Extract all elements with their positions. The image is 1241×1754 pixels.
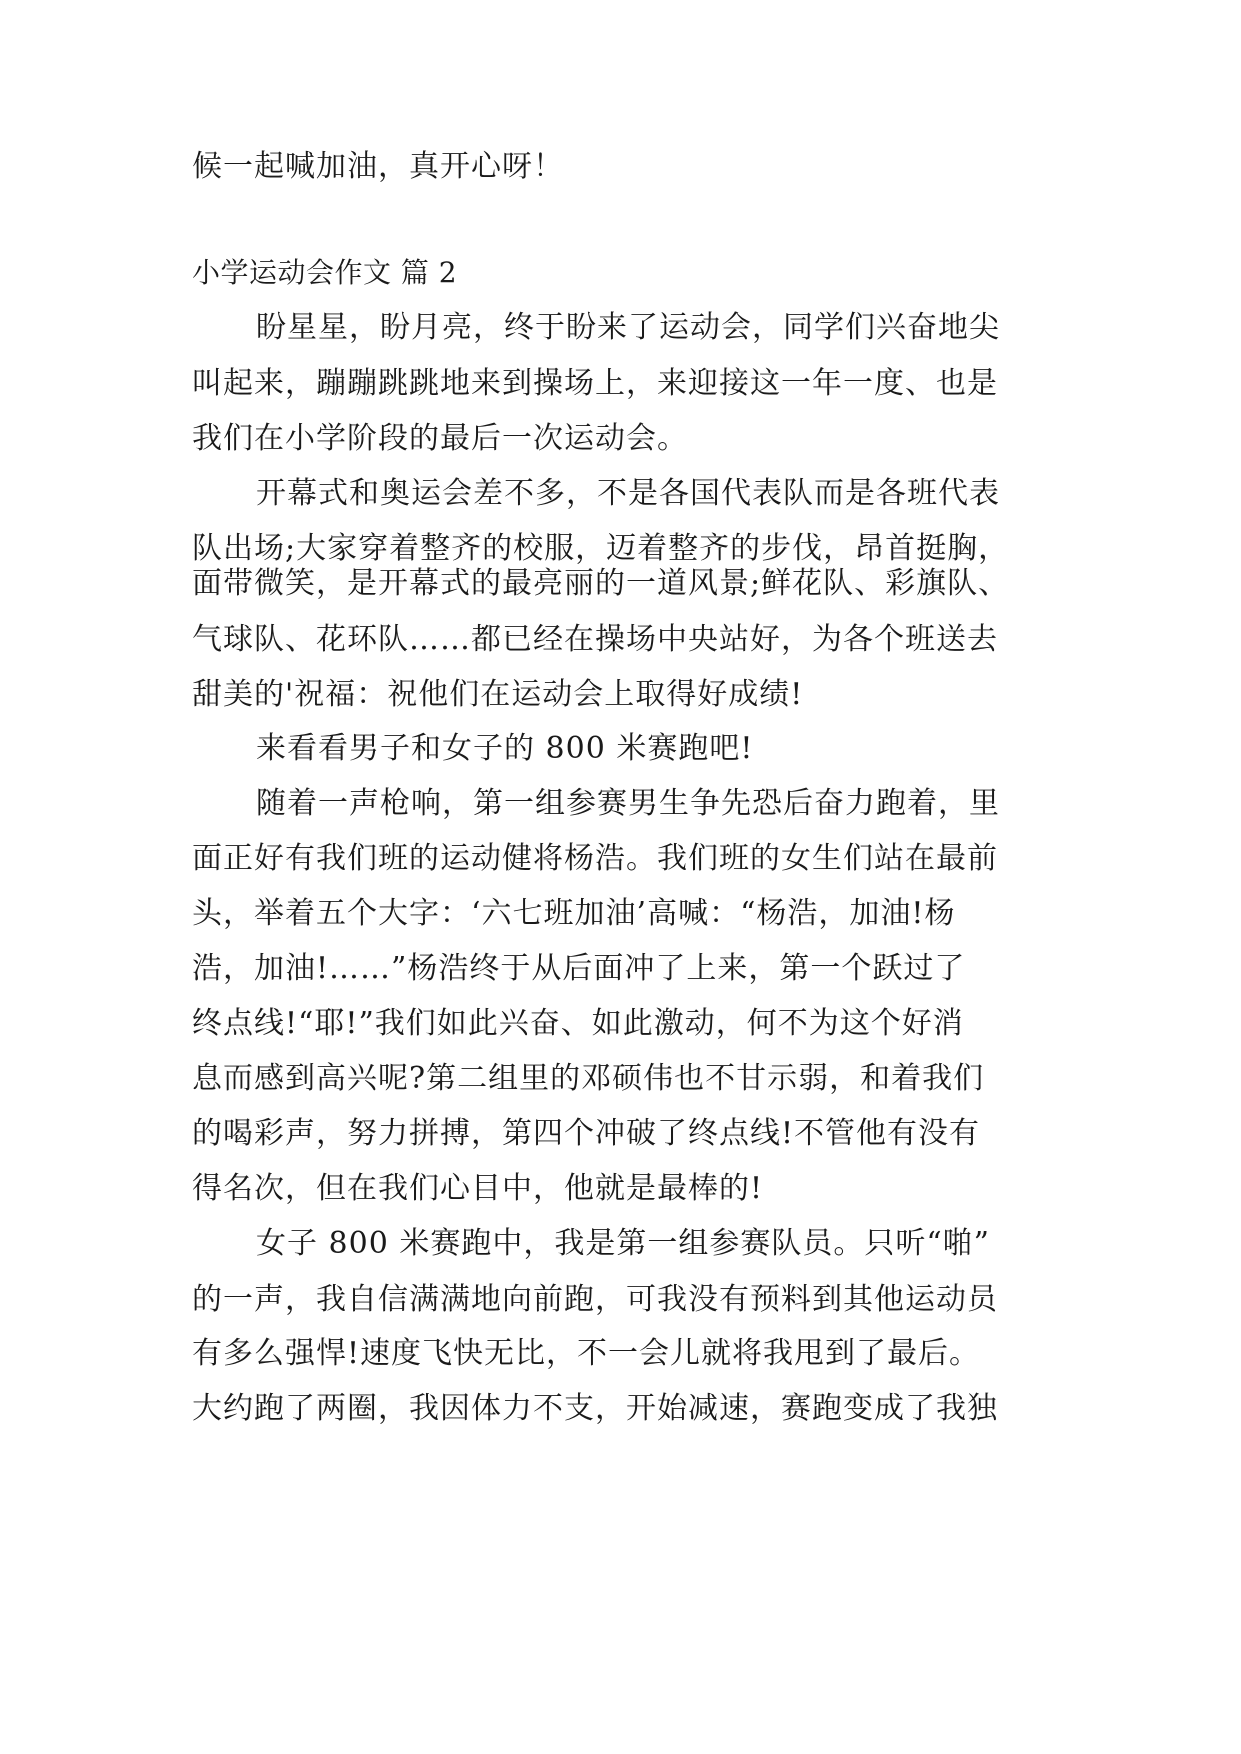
- paragraph-1-line-2: 叫起来，蹦蹦跳跳地来到操场上，来迎接这一年一度、也是: [192, 366, 998, 401]
- paragraph-4-line-5: 终点线!“耶!”我们如此兴奋、如此激动，何不为这个好消: [192, 1006, 964, 1041]
- paragraph-2-line-3: 面带微笑，是开幕式的最亮丽的一道风景;鲜花队、彩旗队、: [192, 566, 1010, 601]
- paragraph-4-line-2: 面正好有我们班的运动健将杨浩。我们班的女生们站在最前: [192, 841, 998, 876]
- paragraph-4-line-3: 头，举着五个大字：‘六七班加油’高喊：“杨浩，加油!杨: [192, 896, 956, 931]
- paragraph-4-line-6: 息而感到高兴呢?第二组里的邓硕伟也不甘示弱，和着我们: [192, 1061, 985, 1096]
- paragraph-3-line-1: 来看看男子和女子的 800 米赛跑吧!: [256, 731, 754, 766]
- paragraph-5-line-2: 的一声，我自信满满地向前跑，可我没有预料到其他运动员: [192, 1282, 998, 1317]
- paragraph-5-line-3: 有多么强悍!速度飞快无比，不一会儿就将我甩到了最后。: [192, 1336, 981, 1371]
- section-title: 小学运动会作文 篇 2: [192, 256, 458, 289]
- paragraph-1-line-1: 盼星星，盼月亮，终于盼来了运动会，同学们兴奋地尖: [256, 310, 1000, 345]
- paragraph-2-line-5: 甜美的'祝福：祝他们在运动会上取得好成绩!: [192, 677, 804, 712]
- carryover-line: 候一起喊加油，真开心呀！: [192, 149, 564, 184]
- paragraph-2-line-1: 开幕式和奥运会差不多，不是各国代表队而是各班代表: [256, 476, 1000, 511]
- paragraph-1-line-3: 我们在小学阶段的最后一次运动会。: [192, 421, 688, 456]
- paragraph-2-line-2: 队出场;大家穿着整齐的校服，迈着整齐的步伐，昂首挺胸，: [192, 531, 1010, 566]
- paragraph-4-line-4: 浩，加油!……”杨浩终于从后面冲了上来，第一个跃过了: [192, 951, 966, 986]
- paragraph-5-line-4: 大约跑了两圈，我因体力不支，开始减速，赛跑变成了我独: [192, 1391, 998, 1426]
- paragraph-4-line-1: 随着一声枪响，第一组参赛男生争先恐后奋力跑着，里: [256, 786, 1000, 821]
- paragraph-5-line-1: 女子 800 米赛跑中，我是第一组参赛队员。只听“啪”: [256, 1226, 991, 1261]
- paragraph-2-line-4: 气球队、花环队……都已经在操场中央站好，为各个班送去: [192, 622, 998, 657]
- paragraph-4-line-7: 的喝彩声，努力拼搏，第四个冲破了终点线!不管他有没有: [192, 1116, 981, 1151]
- paragraph-4-line-8: 得名次，但在我们心目中，他就是最棒的!: [192, 1171, 764, 1206]
